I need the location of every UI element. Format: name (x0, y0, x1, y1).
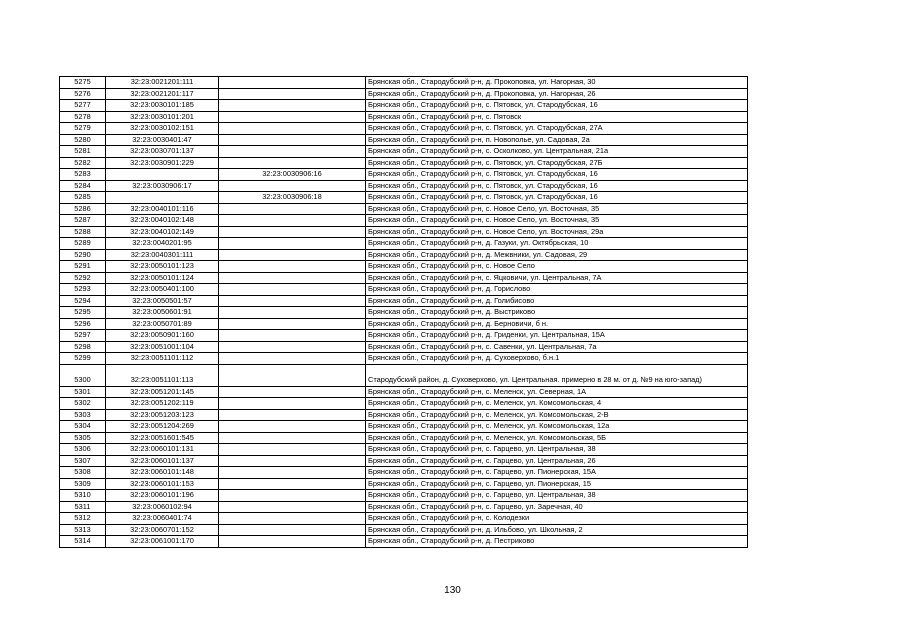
row-number-cell: 5280 (60, 134, 106, 146)
related-cadastral-number-cell (219, 272, 366, 284)
related-cadastral-number-cell: 32:23:0030906:16 (219, 169, 366, 181)
cadastral-number-cell: 32:23:0050101:123 (106, 261, 219, 273)
table-row (60, 111, 748, 123)
row-number-cell: 5279 (60, 123, 106, 135)
cadastral-number-cell: 32:23:0030101:201 (106, 111, 219, 123)
row-number-cell: 5290 (60, 249, 106, 261)
table-row (60, 261, 748, 273)
cadastral-number-cell: 32:23:0040102:148 (106, 215, 219, 227)
table-row (60, 226, 748, 238)
row-number-cell: 5304 (60, 421, 106, 433)
address-cell: Брянская обл., Стародубский р-н, с. Колодезки (366, 513, 748, 525)
row-number-cell: 5292 (60, 272, 106, 284)
related-cadastral-number-cell (219, 524, 366, 536)
row-number-cell: 5306 (60, 444, 106, 456)
cadastral-number-cell: 32:23:0051202:119 (106, 398, 219, 410)
row-number-cell: 5314 (60, 536, 106, 548)
address-cell: Брянская обл., Стародубский р-н, с. Пятовск, ул. Стародубская, 27А (366, 123, 748, 135)
row-number-cell: 5286 (60, 203, 106, 215)
table-row (60, 478, 748, 490)
address-cell: Брянская обл., Стародубский р-н, с. Гарцево, ул. Центральная, 26 (366, 455, 748, 467)
row-number-cell: 5277 (60, 100, 106, 112)
address-cell: Брянская обл., Стародубский р-н, д. Гриденки, ул. Центральная, 15А (366, 330, 748, 342)
cadastral-number-cell: 32:23:0040102:149 (106, 226, 219, 238)
related-cadastral-number-cell (219, 364, 366, 386)
cadastral-number-cell: 32:23:0051001:104 (106, 341, 219, 353)
table-row (60, 169, 748, 181)
cadastral-number-cell: 32:23:0051601:545 (106, 432, 219, 444)
related-cadastral-number-cell (219, 180, 366, 192)
cadastral-number-cell: 32:23:0060102:94 (106, 501, 219, 513)
page-number: 130 (444, 585, 461, 596)
row-number-cell: 5288 (60, 226, 106, 238)
table-row (60, 77, 748, 89)
address-cell: Брянская обл., Стародубский р-н, д. Газуки, ул. Октябрьская, 10 (366, 238, 748, 250)
related-cadastral-number-cell (219, 249, 366, 261)
related-cadastral-number-cell (219, 432, 366, 444)
cadastral-number-cell: 32:23:0040201:95 (106, 238, 219, 250)
cadastral-number-cell: 32:23:0040101:116 (106, 203, 219, 215)
related-cadastral-number-cell (219, 386, 366, 398)
row-number-cell: 5275 (60, 77, 106, 89)
table-row (60, 341, 748, 353)
address-cell: Брянская обл., Стародубский р-н, с. Новое Село (366, 261, 748, 273)
address-cell: Брянская обл., Стародубский р-н, д. Суховерхово, б.н.1 (366, 353, 748, 365)
related-cadastral-number-cell (219, 123, 366, 135)
address-cell: Брянская обл., Стародубский р-н, с. Меленск, ул. Комсомольская, 12а (366, 421, 748, 433)
row-number-cell: 5291 (60, 261, 106, 273)
address-cell: Брянская обл., Стародубский р-н, с. Новое Село, ул. Восточная, 35 (366, 203, 748, 215)
table-row (60, 272, 748, 284)
cadastral-number-cell: 32:23:0060101:148 (106, 467, 219, 479)
table-row (60, 524, 748, 536)
table-row (60, 490, 748, 502)
row-number-cell: 5297 (60, 330, 106, 342)
related-cadastral-number-cell (219, 318, 366, 330)
related-cadastral-number-cell (219, 100, 366, 112)
cadastral-number-cell: 32:23:0050101:124 (106, 272, 219, 284)
related-cadastral-number-cell: 32:23:0030906:18 (219, 192, 366, 204)
related-cadastral-number-cell (219, 307, 366, 319)
table-row (60, 284, 748, 296)
address-cell: Брянская обл., Стародубский р-н, д. Голибисово (366, 295, 748, 307)
row-number-cell: 5283 (60, 169, 106, 181)
row-number-cell: 5305 (60, 432, 106, 444)
address-cell: Брянская обл., Стародубский р-н, с. Осколково, ул. Центральная, 21а (366, 146, 748, 158)
table-row (60, 215, 748, 227)
table-row (60, 501, 748, 513)
cadastral-number-cell: 32:23:0050601:91 (106, 307, 219, 319)
cadastral-number-cell: 32:23:0051101:112 (106, 353, 219, 365)
cadastral-number-cell: 32:23:0060101:153 (106, 478, 219, 490)
related-cadastral-number-cell (219, 215, 366, 227)
related-cadastral-number-cell (219, 513, 366, 525)
row-number-cell: 5276 (60, 88, 106, 100)
cadastral-number-cell: 32:23:0050401:100 (106, 284, 219, 296)
row-number-cell: 5309 (60, 478, 106, 490)
address-cell: Брянская обл., Стародубский р-н, д. Межвники, ул. Садовая, 29 (366, 249, 748, 261)
related-cadastral-number-cell (219, 341, 366, 353)
table-row (60, 432, 748, 444)
related-cadastral-number-cell (219, 261, 366, 273)
table-row (60, 180, 748, 192)
address-cell: Брянская обл., Стародубский р-н, с. Яцковичи, ул. Центральная, 7А (366, 272, 748, 284)
row-number-cell: 5302 (60, 398, 106, 410)
row-number-cell: 5293 (60, 284, 106, 296)
row-number-cell: 5311 (60, 501, 106, 513)
row-number-cell: 5312 (60, 513, 106, 525)
address-cell: Стародубский район, д. Суховерхово, ул. Центральная. примерно в 28 м. от д. №9 на юго-запад) (366, 364, 748, 386)
row-number-cell: 5310 (60, 490, 106, 502)
cadastral-number-cell: 32:23:0051204:269 (106, 421, 219, 433)
table-row (60, 203, 748, 215)
registry-table (59, 76, 748, 548)
row-number-cell: 5313 (60, 524, 106, 536)
address-cell: Брянская обл., Стародубский р-н, с. Пятовск, ул. Стародубская, 27Б (366, 157, 748, 169)
related-cadastral-number-cell (219, 490, 366, 502)
address-cell: Брянская обл., Стародубский р-н, с. Пятовск, ул. Стародубская, 16 (366, 180, 748, 192)
address-cell: Брянская обл., Стародубский р-н, с. Гарцево, ул. Пионерская, 15А (366, 467, 748, 479)
address-cell: Брянская обл., Стародубский р-н, с. Пятовск (366, 111, 748, 123)
table-row (60, 307, 748, 319)
related-cadastral-number-cell (219, 444, 366, 456)
address-cell: Брянская обл., Стародубский р-н, с. Меленск, ул. Комсомольская, 5Б (366, 432, 748, 444)
row-number-cell: 5299 (60, 353, 106, 365)
row-number-cell: 5298 (60, 341, 106, 353)
related-cadastral-number-cell (219, 295, 366, 307)
table-row (60, 295, 748, 307)
table-row (60, 513, 748, 525)
address-cell: Брянская обл., Стародубский р-н, д. Горислово (366, 284, 748, 296)
row-number-cell: 5289 (60, 238, 106, 250)
cadastral-number-cell: 32:23:0050901:160 (106, 330, 219, 342)
table-row (60, 536, 748, 548)
address-cell: Брянская обл., Стародубский р-н, с. Пятовск, ул. Стародубская, 16 (366, 100, 748, 112)
table-row (60, 330, 748, 342)
row-number-cell: 5301 (60, 386, 106, 398)
address-cell: Брянская обл., Стародубский р-н, с. Гарцево, ул. Заречная, 40 (366, 501, 748, 513)
related-cadastral-number-cell (219, 226, 366, 238)
address-cell: Брянская обл., Стародубский р-н, д. Ильбово, ул. Школьная, 2 (366, 524, 748, 536)
related-cadastral-number-cell (219, 455, 366, 467)
address-cell: Брянская обл., Стародубский р-н, д. Прокоповка, ул. Нагорная, 30 (366, 77, 748, 89)
table-row (60, 88, 748, 100)
cadastral-number-cell: 32:23:0060701:152 (106, 524, 219, 536)
row-number-cell: 5294 (60, 295, 106, 307)
address-cell: Брянская обл., Стародубский р-н, д. Прокоповка, ул. Нагорная, 26 (366, 88, 748, 100)
address-cell: Брянская обл., Стародубский р-н, с. Новое Село, ул. Восточная, 35 (366, 215, 748, 227)
related-cadastral-number-cell (219, 467, 366, 479)
table-row (60, 353, 748, 365)
row-number-cell: 5278 (60, 111, 106, 123)
related-cadastral-number-cell (219, 238, 366, 250)
table-row (60, 444, 748, 456)
cadastral-number-cell: 32:23:0050701:89 (106, 318, 219, 330)
cadastral-number-cell: 32:23:0051201:145 (106, 386, 219, 398)
related-cadastral-number-cell (219, 501, 366, 513)
row-number-cell: 5296 (60, 318, 106, 330)
table-row (60, 123, 748, 135)
table-row (60, 409, 748, 421)
cadastral-number-cell: 32:23:0060101:196 (106, 490, 219, 502)
address-cell: Брянская обл., Стародубский р-н, с. Савенки, ул. Центральная, 7а (366, 341, 748, 353)
table-row (60, 192, 748, 204)
cadastral-number-cell: 32:23:0060101:131 (106, 444, 219, 456)
table-row (60, 386, 748, 398)
cadastral-number-cell: 32:23:0061001:170 (106, 536, 219, 548)
cadastral-number-cell: 32:23:0030101:185 (106, 100, 219, 112)
address-cell: Брянская обл., Стародубский р-н, с. Гарцево, ул. Центральная, 38 (366, 490, 748, 502)
cadastral-number-cell (106, 169, 219, 181)
cadastral-number-cell: 32:23:0060101:137 (106, 455, 219, 467)
table-row (60, 238, 748, 250)
cadastral-number-cell: 32:23:0021201:111 (106, 77, 219, 89)
cadastral-number-cell: 32:23:0040301:111 (106, 249, 219, 261)
row-number-cell: 5287 (60, 215, 106, 227)
related-cadastral-number-cell (219, 203, 366, 215)
cadastral-number-cell: 32:23:0030102:151 (106, 123, 219, 135)
related-cadastral-number-cell (219, 146, 366, 158)
table-row (60, 146, 748, 158)
address-cell: Брянская обл., Стародубский р-н, с. Гарцево, ул. Пионерская, 15 (366, 478, 748, 490)
cadastral-number-cell: 32:23:0060401:74 (106, 513, 219, 525)
row-number-cell: 5281 (60, 146, 106, 158)
related-cadastral-number-cell (219, 478, 366, 490)
address-cell: Брянская обл., Стародубский р-н, п. Новополье, ул. Садовая, 2а (366, 134, 748, 146)
related-cadastral-number-cell (219, 536, 366, 548)
cadastral-number-cell (106, 192, 219, 204)
row-number-cell: 5300 (60, 364, 106, 386)
row-number-cell: 5308 (60, 467, 106, 479)
related-cadastral-number-cell (219, 353, 366, 365)
address-cell: Брянская обл., Стародубский р-н, с. Меленск, ул. Комсомольская, 2-В (366, 409, 748, 421)
related-cadastral-number-cell (219, 134, 366, 146)
address-cell: Брянская обл., Стародубский р-н, с. Пятовск, ул. Стародубская, 16 (366, 169, 748, 181)
row-number-cell: 5284 (60, 180, 106, 192)
table-row (60, 398, 748, 410)
address-cell: Брянская обл., Стародубский р-н, с. Гарцево, ул. Центральная, 38 (366, 444, 748, 456)
related-cadastral-number-cell (219, 77, 366, 89)
table-row (60, 421, 748, 433)
related-cadastral-number-cell (219, 421, 366, 433)
related-cadastral-number-cell (219, 398, 366, 410)
table-row (60, 100, 748, 112)
row-number-cell: 5295 (60, 307, 106, 319)
table-row (60, 249, 748, 261)
row-number-cell: 5282 (60, 157, 106, 169)
table-row (60, 467, 748, 479)
address-cell: Брянская обл., Стародубский р-н, д. Берновичи, б н. (366, 318, 748, 330)
cadastral-number-cell: 32:23:0050501:57 (106, 295, 219, 307)
address-cell: Брянская обл., Стародубский р-н, с. Пятовск, ул. Стародубская, 16 (366, 192, 748, 204)
table-row (60, 157, 748, 169)
related-cadastral-number-cell (219, 111, 366, 123)
row-number-cell: 5307 (60, 455, 106, 467)
address-cell: Брянская обл., Стародубский р-н, с. Меленск, ул. Комсомольская, 4 (366, 398, 748, 410)
row-number-cell: 5303 (60, 409, 106, 421)
address-cell: Брянская обл., Стародубский р-н, д. Выстриково (366, 307, 748, 319)
table-row (60, 455, 748, 467)
registry-table-body (60, 77, 748, 548)
cadastral-number-cell: 32:23:0030701:137 (106, 146, 219, 158)
table-row (60, 364, 748, 386)
table-row (60, 318, 748, 330)
related-cadastral-number-cell (219, 330, 366, 342)
address-cell: Брянская обл., Стародубский р-н, д. Пестриково (366, 536, 748, 548)
related-cadastral-number-cell (219, 409, 366, 421)
cadastral-number-cell: 32:23:0030901:229 (106, 157, 219, 169)
cadastral-number-cell: 32:23:0021201:117 (106, 88, 219, 100)
cadastral-number-cell: 32:23:0051203:123 (106, 409, 219, 421)
related-cadastral-number-cell (219, 157, 366, 169)
cadastral-number-cell: 32:23:0051101:113 (106, 364, 219, 386)
cadastral-number-cell: 32:23:0030401:47 (106, 134, 219, 146)
cadastral-number-cell: 32:23:0030906:17 (106, 180, 219, 192)
related-cadastral-number-cell (219, 88, 366, 100)
address-cell: Брянская обл., Стародубский р-н, с. Меленск, ул. Северная, 1А (366, 386, 748, 398)
address-cell: Брянская обл., Стародубский р-н, с. Новое Село, ул. Восточная, 29а (366, 226, 748, 238)
table-row (60, 134, 748, 146)
related-cadastral-number-cell (219, 284, 366, 296)
row-number-cell: 5285 (60, 192, 106, 204)
